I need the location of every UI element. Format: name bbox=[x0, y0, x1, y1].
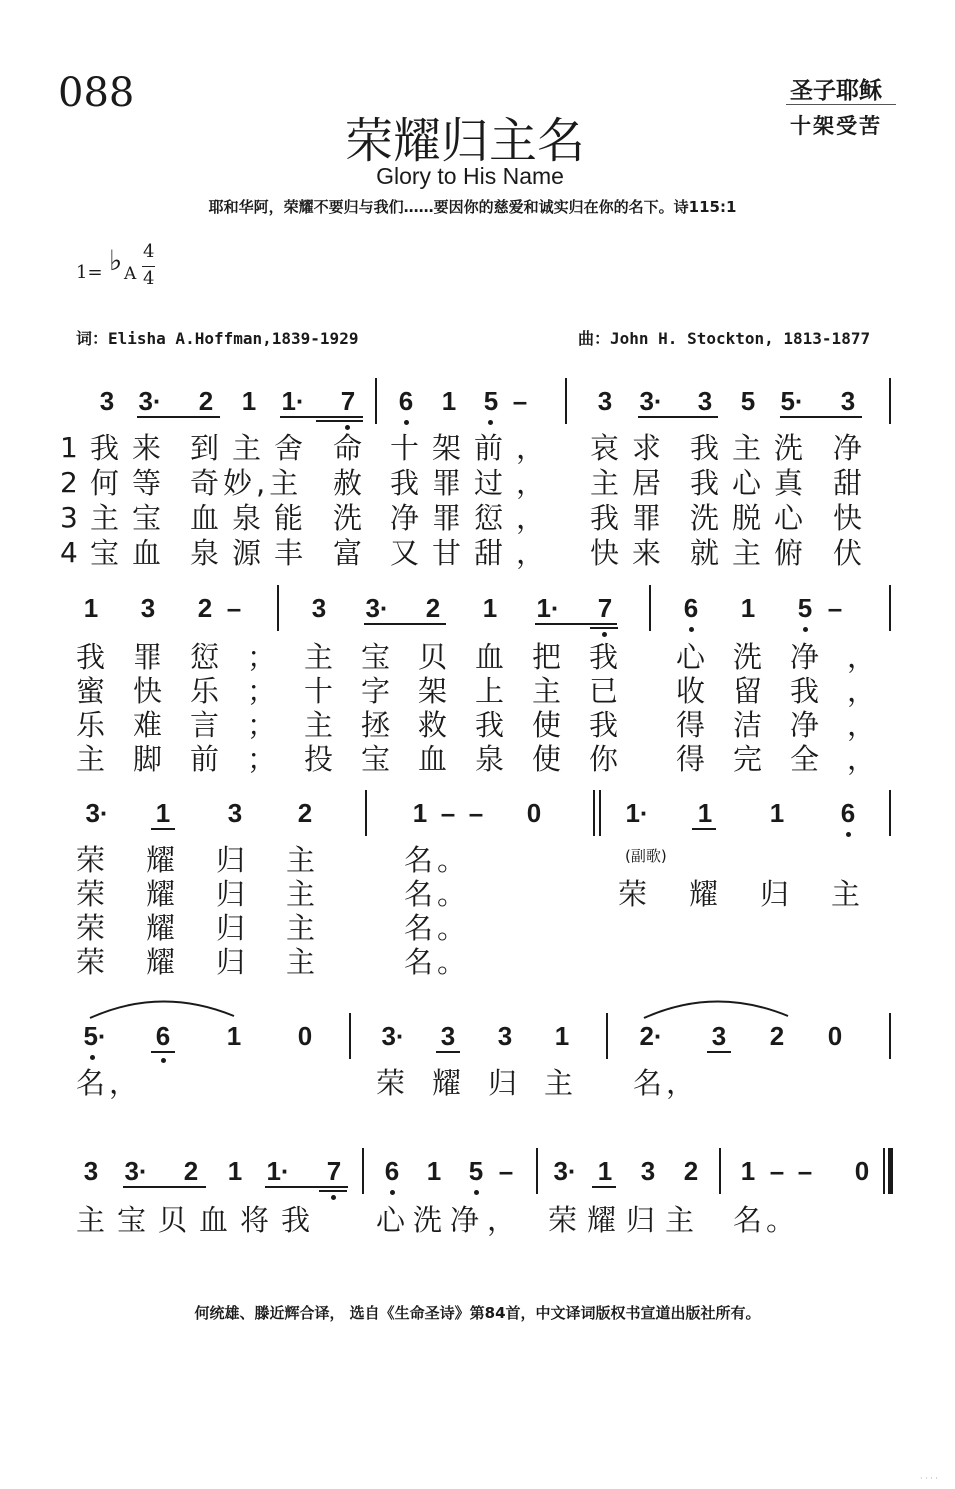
note: 1 bbox=[226, 1021, 242, 1051]
note: 3 bbox=[640, 1156, 656, 1186]
lyric-cell: 投宝血泉使你 bbox=[304, 742, 647, 776]
note: 1 bbox=[412, 798, 428, 828]
barline bbox=[536, 1148, 538, 1194]
note: 3 bbox=[99, 386, 115, 416]
note: 1 bbox=[740, 593, 756, 623]
underline bbox=[123, 1186, 206, 1188]
epigraph: 耶和华阿，荣耀不要归与我们……要因你的慈爱和诚实归在你的名下。诗115:1 bbox=[208, 198, 737, 216]
note: – bbox=[226, 593, 242, 623]
lyric-cell: 荣耀归主 bbox=[376, 1066, 601, 1100]
low-octave-dot bbox=[345, 425, 350, 430]
note: 1 bbox=[441, 386, 457, 416]
note: 6 bbox=[155, 1021, 171, 1051]
underline bbox=[280, 416, 363, 418]
barline bbox=[889, 790, 891, 836]
low-octave-dot bbox=[331, 1195, 336, 1200]
note: 1· bbox=[266, 1156, 290, 1186]
lyric-cell: 名。 bbox=[404, 945, 471, 979]
barline bbox=[719, 1148, 721, 1194]
note: 1 bbox=[769, 798, 785, 828]
note: 3· bbox=[381, 1021, 405, 1051]
hymn-number: 088 bbox=[58, 70, 135, 116]
lyric-cell: 得完全， bbox=[676, 742, 905, 776]
note: 5 bbox=[483, 386, 499, 416]
key-signature: 1= ♭ A 4 4 bbox=[76, 241, 155, 289]
underline bbox=[707, 1051, 731, 1053]
note: – bbox=[512, 386, 528, 416]
note: 3 bbox=[711, 1021, 727, 1051]
refrain-label: (副歌) bbox=[625, 847, 667, 865]
note: – bbox=[498, 1156, 514, 1186]
footer-credits: 何统雄、滕近辉合译， 选自《生命圣诗》第84首，中文译词版权书宣道出版社所有。 bbox=[194, 1304, 761, 1322]
final-barline bbox=[888, 1148, 893, 1194]
verse-number: 4 bbox=[60, 536, 78, 569]
note: – bbox=[440, 798, 456, 828]
lyric-cell: 荣耀归主 bbox=[76, 843, 357, 877]
underline bbox=[436, 1051, 460, 1053]
note: 2 bbox=[197, 593, 213, 623]
note: 1 bbox=[83, 593, 99, 623]
category-main: 圣子耶稣 bbox=[790, 77, 882, 104]
note: 2 bbox=[769, 1021, 785, 1051]
underline bbox=[692, 828, 716, 830]
low-octave-dot bbox=[474, 1190, 479, 1195]
lyric-cell: 名， bbox=[76, 1066, 143, 1100]
note: 3 bbox=[497, 1021, 513, 1051]
title-en: Glory to His Name bbox=[376, 163, 564, 189]
barline bbox=[365, 790, 367, 836]
note: 5· bbox=[780, 386, 804, 416]
note: 1· bbox=[536, 593, 560, 623]
category-sub: 十架受苦 bbox=[790, 113, 882, 138]
slur-tie bbox=[88, 994, 238, 1022]
note: 2 bbox=[183, 1156, 199, 1186]
underline bbox=[590, 627, 618, 629]
underline bbox=[592, 1186, 616, 1188]
note: 1 bbox=[241, 386, 257, 416]
underline bbox=[364, 623, 446, 625]
verse-number: 2 bbox=[60, 466, 78, 499]
note: 1 bbox=[597, 1156, 613, 1186]
note: 0 bbox=[854, 1156, 870, 1186]
note: 1 bbox=[155, 798, 171, 828]
underline bbox=[316, 420, 363, 422]
note: 6 bbox=[683, 593, 699, 623]
lyric-cell: 主宝贝血把我 bbox=[304, 640, 647, 674]
note: 3 bbox=[83, 1156, 99, 1186]
note: 3· bbox=[553, 1156, 577, 1186]
slur-tie bbox=[642, 994, 792, 1022]
note: 1· bbox=[281, 386, 305, 416]
note: 3· bbox=[138, 386, 162, 416]
note: 3 bbox=[140, 593, 156, 623]
note: 6 bbox=[840, 798, 856, 828]
lyric-cell: 心洗净， bbox=[376, 1203, 525, 1237]
lyric-cell: 名。 bbox=[404, 877, 471, 911]
low-octave-dot bbox=[689, 627, 694, 632]
note: 5· bbox=[83, 1021, 107, 1051]
note: 5 bbox=[740, 386, 756, 416]
low-octave-dot bbox=[488, 420, 493, 425]
low-octave-dot bbox=[602, 632, 607, 637]
barline bbox=[565, 378, 567, 424]
low-octave-dot bbox=[161, 1058, 166, 1063]
lyric-cell: 荣耀归主 bbox=[76, 877, 357, 911]
note: 0 bbox=[526, 798, 542, 828]
note: 3 bbox=[311, 593, 327, 623]
note: 1 bbox=[554, 1021, 570, 1051]
lyric-cell: 收留我， bbox=[676, 674, 905, 708]
note: 1 bbox=[482, 593, 498, 623]
underline bbox=[780, 416, 862, 418]
note: 7 bbox=[597, 593, 613, 623]
note: – bbox=[468, 798, 484, 828]
low-octave-dot bbox=[90, 1055, 95, 1060]
lyric-cell: 主宝贝血将我 bbox=[76, 1203, 323, 1237]
lyric-cell: 名。 bbox=[733, 1203, 800, 1237]
lyric-cell: 荣耀归主 bbox=[618, 877, 903, 911]
note: – bbox=[769, 1156, 785, 1186]
barline bbox=[277, 585, 279, 631]
note: 3· bbox=[639, 386, 663, 416]
note: 2 bbox=[198, 386, 214, 416]
note: 1 bbox=[697, 798, 713, 828]
underline bbox=[265, 1186, 348, 1188]
title-cn: 荣耀归主名 bbox=[344, 113, 585, 169]
note: 3· bbox=[85, 798, 109, 828]
barline bbox=[889, 1013, 891, 1059]
note: 2 bbox=[425, 593, 441, 623]
underline bbox=[535, 623, 617, 625]
underline bbox=[151, 1051, 175, 1053]
lyric-cell: 我罪愆； bbox=[76, 640, 305, 674]
flat-icon: ♭ bbox=[109, 244, 123, 277]
note: 1 bbox=[426, 1156, 442, 1186]
lyric-cell: 主脚前； bbox=[76, 742, 305, 776]
note: 6 bbox=[398, 386, 414, 416]
lyric-cell: 心洗净， bbox=[676, 640, 905, 674]
lyric-cell: 荣耀归主 bbox=[76, 945, 357, 979]
lyricist: 词：Elisha A.Hoffman,1839-1929 bbox=[76, 329, 359, 348]
note: 3· bbox=[365, 593, 389, 623]
barline bbox=[375, 378, 377, 424]
note: 0 bbox=[297, 1021, 313, 1051]
underline bbox=[319, 1190, 347, 1192]
barline bbox=[362, 1148, 364, 1194]
note: – bbox=[827, 593, 843, 623]
note: 3 bbox=[697, 386, 713, 416]
barline bbox=[883, 1148, 885, 1194]
note: 2· bbox=[639, 1021, 663, 1051]
barline bbox=[649, 585, 651, 631]
lyric-cell: 荣耀归主 bbox=[76, 911, 357, 945]
barline bbox=[889, 585, 891, 631]
barline bbox=[349, 1013, 351, 1059]
lyric-cell: 名。 bbox=[404, 911, 471, 945]
note: 1 bbox=[740, 1156, 756, 1186]
note: 0 bbox=[827, 1021, 843, 1051]
low-octave-dot bbox=[404, 420, 409, 425]
note: 3 bbox=[440, 1021, 456, 1051]
note: 3 bbox=[840, 386, 856, 416]
barline bbox=[606, 1013, 608, 1059]
low-octave-dot bbox=[803, 627, 808, 632]
corner-mark: · · · · bbox=[920, 1474, 938, 1483]
note: – bbox=[797, 1156, 813, 1186]
note: 5 bbox=[468, 1156, 484, 1186]
note: 3 bbox=[597, 386, 613, 416]
note: 7 bbox=[326, 1156, 342, 1186]
verse-number: 3 bbox=[60, 501, 78, 534]
lyric-cell: 得洁净， bbox=[676, 708, 905, 742]
underline bbox=[638, 416, 718, 418]
lyric-cell: 名。 bbox=[404, 843, 471, 877]
lyric-cell: 荣耀归主 bbox=[548, 1203, 705, 1237]
underline bbox=[151, 828, 175, 830]
note: 1· bbox=[625, 798, 649, 828]
note: 3· bbox=[124, 1156, 148, 1186]
time-sig-line bbox=[142, 266, 155, 267]
note: 2 bbox=[683, 1156, 699, 1186]
note: 3 bbox=[227, 798, 243, 828]
lyric-cell: 十字架上主已 bbox=[304, 674, 647, 708]
barline bbox=[889, 378, 891, 424]
note: 2 bbox=[297, 798, 313, 828]
low-octave-dot bbox=[390, 1190, 395, 1195]
lyric-cell: 乐难言； bbox=[76, 708, 305, 742]
lyric-cell: 名， bbox=[633, 1066, 700, 1100]
note: 5 bbox=[797, 593, 813, 623]
note: 7 bbox=[340, 386, 356, 416]
underline bbox=[137, 416, 220, 418]
lyric-cell: 蜜快乐； bbox=[76, 674, 305, 708]
barline bbox=[593, 790, 595, 836]
barline bbox=[599, 790, 601, 836]
lyric-cell: 主拯救我使我 bbox=[304, 708, 647, 742]
verse-number: 1 bbox=[60, 431, 78, 464]
low-octave-dot bbox=[846, 832, 851, 837]
composer: 曲：John H. Stockton, 1813-1877 bbox=[578, 329, 871, 348]
note: 6 bbox=[384, 1156, 400, 1186]
note: 1 bbox=[227, 1156, 243, 1186]
